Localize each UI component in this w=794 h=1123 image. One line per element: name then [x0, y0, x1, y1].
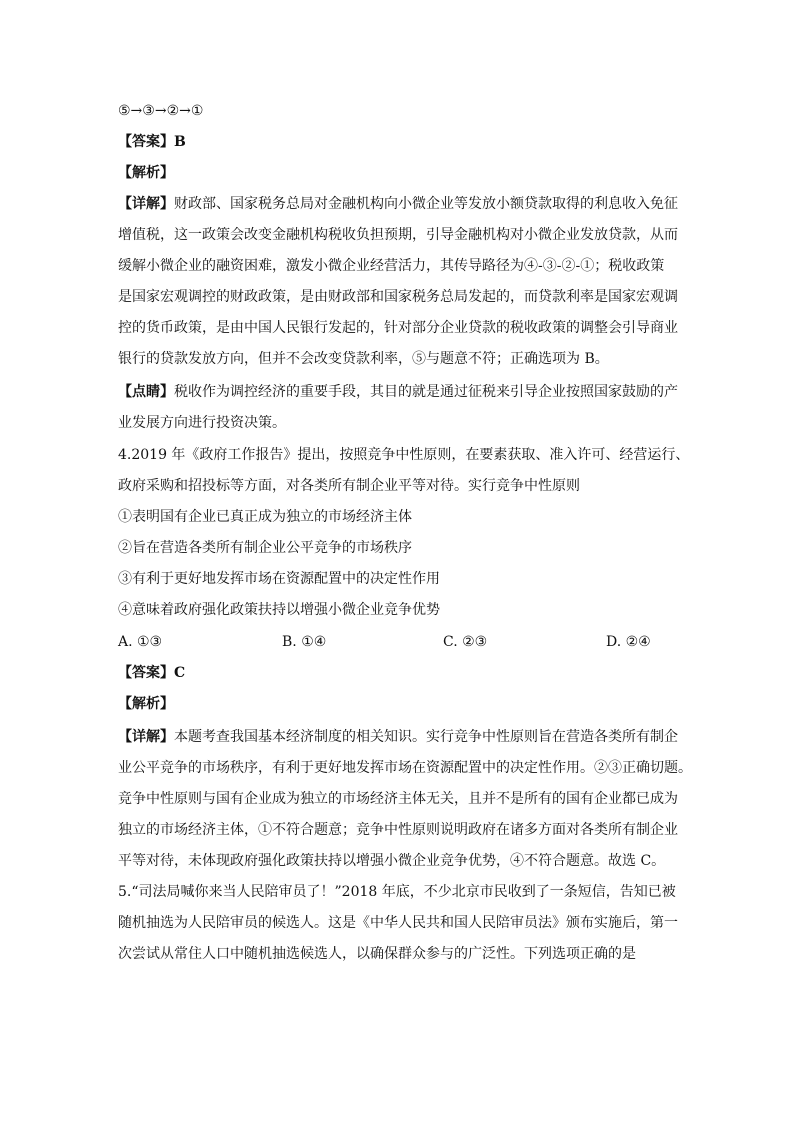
q4-statement-2: ②旨在营造各类所有制企业公平竞争的市场秩序: [118, 540, 412, 556]
prev-comment-label: 【点睛】: [118, 384, 174, 400]
prev-detail-line-6: 银行的贷款发放方向，但并不会改变贷款利率，⑤与题意不符；正确选项为 B。: [118, 351, 609, 367]
prev-detail-line-2: 增值税，这一政策会改变金融机构税收负担预期，引导金融机构对小微企业发放贷款，从而: [118, 227, 678, 243]
q5-stem-line-1: 5.“司法局喊你来当人民陪审员了！”2018 年底，不少北京市民收到了一条短信，告知已被: [118, 884, 676, 900]
q4-detail-line-2: 业公平竞争的市场秩序，有利于更好地发挥市场在资源配置中的决定性作用。②③正确切题。: [118, 760, 692, 776]
q4-option-d: D. ②④: [606, 634, 651, 650]
q4-detail-line-1: 【详解】本题考查我国基本经济制度的相关知识。实行竞争中性原则旨在营造各类所有制企: [118, 729, 678, 745]
q4-option-b: B. ①④: [282, 634, 327, 650]
q4-option-c: C. ②③: [443, 634, 488, 650]
q4-analysis-label: 【解析】: [118, 696, 174, 712]
prev-detail-label: 【详解】: [118, 196, 174, 212]
prev-analysis-label: 【解析】: [118, 165, 174, 181]
q4-stem-line-1: 4.2019 年《政府工作报告》提出，按照竞争中性原则，在要素获取、准入许可、经营运行、: [118, 447, 690, 463]
q4-statement-4: ④意味着政府强化政策扶持以增强小微企业竞争优势: [118, 602, 440, 618]
q4-statement-1: ①表明国有企业已真正成为独立的市场经济主体: [118, 509, 412, 525]
q4-detail-line-5: 平等对待，未体现政府强化政策扶持以增强小微企业竞争优势，④不符合题意。故选 C。: [118, 853, 666, 869]
prev-detail-line-5: 控的货币政策，是由中国人民银行发起的，针对部分企业贷款的税收政策的调整会引导商业: [118, 320, 678, 336]
prev-detail-line-1: 【详解】财政部、国家税务总局对金融机构向小微企业等发放小额贷款取得的利息收入免征: [118, 196, 678, 212]
prev-option-tail: ⑤→③→②→①: [118, 103, 204, 119]
prev-detail-line-3: 缓解小微企业的融资困难，激发小微企业经营活力，其传导路径为④-③-②-①；税收政策: [118, 258, 665, 274]
prev-detail-line-4: 是国家宏观调控的财政政策，是由财政部和国家税务总局发起的，而贷款利率是国家宏观调: [118, 289, 678, 305]
q5-stem-line-3: 次尝试从常住人口中随机抽选候选人，以确保群众参与的广泛性。下列选项正确的是: [118, 946, 636, 962]
prev-comment-line-1: 【点睛】税收作为调控经济的重要手段，其目的就是通过征税来引导企业按照国家鼓励的产: [118, 384, 678, 400]
prev-comment-line-2: 业发展方向进行投资决策。: [118, 415, 286, 431]
q4-answer: 【答案】C: [118, 665, 186, 681]
q4-statement-3: ③有利于更好地发挥市场在资源配置中的决定性作用: [118, 571, 440, 587]
q4-detail-line-4: 独立的市场经济主体，①不符合题意；竞争中性原则说明政府在诸多方面对各类所有制企业: [118, 822, 678, 838]
q4-stem-line-2: 政府采购和招投标等方面，对各类所有制企业平等对待。实行竞争中性原则: [118, 478, 580, 494]
prev-answer: 【答案】B: [118, 134, 186, 150]
q4-detail-line-3: 竞争中性原则与国有企业成为独立的市场经济主体无关，且并不是所有的国有企业都已成为: [118, 791, 678, 807]
q5-stem-line-2: 随机抽选为人民陪审员的候选人。这是《中华人民共和国人民陪审员法》颁布实施后，第一: [118, 915, 678, 931]
q4-detail-label: 【详解】: [118, 729, 174, 745]
q4-option-a: A. ①③: [118, 634, 163, 650]
